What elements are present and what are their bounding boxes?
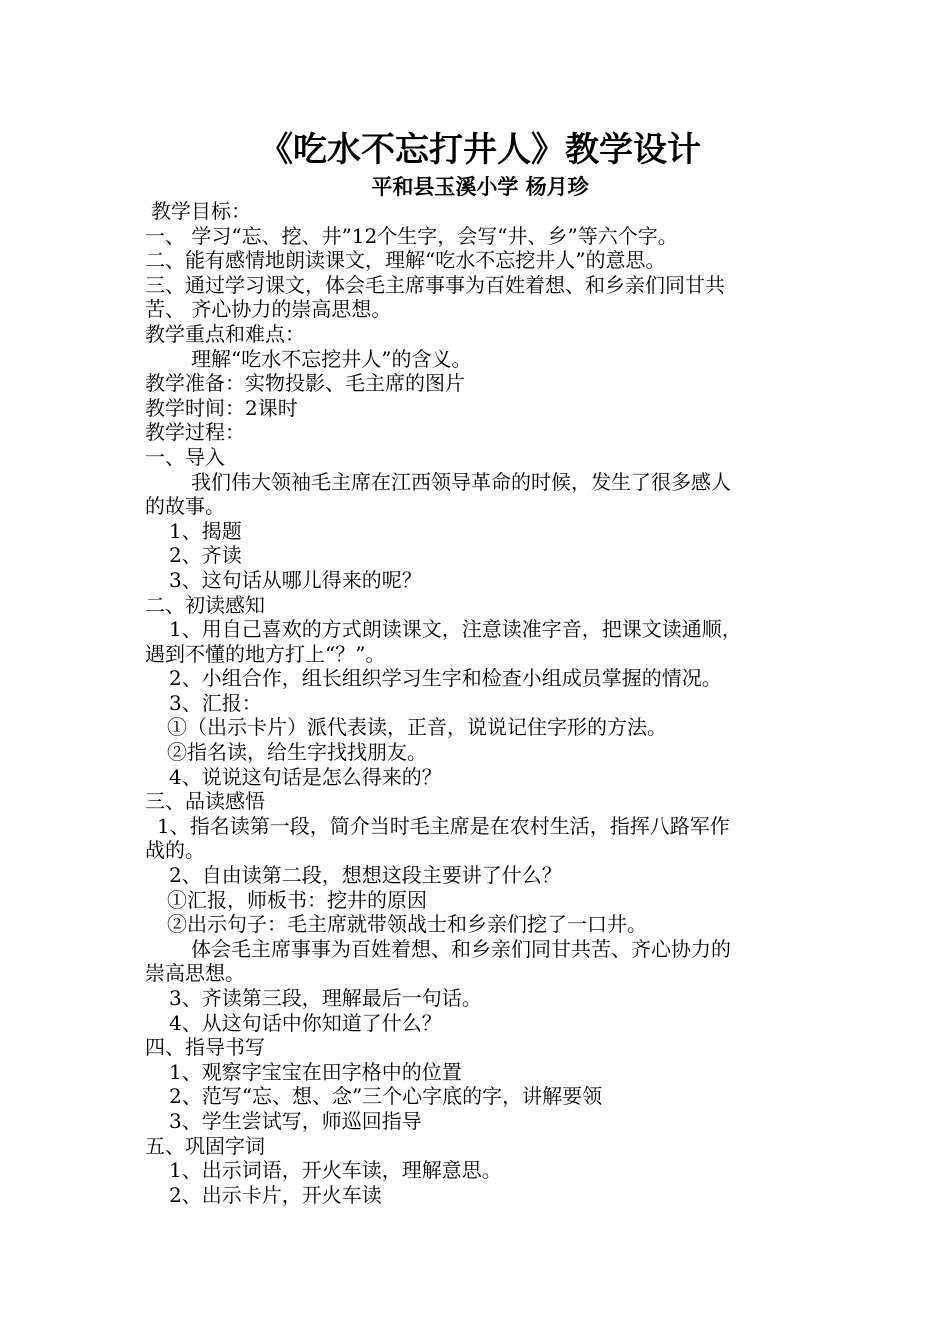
text-line: 崇高思想。 (145, 961, 245, 986)
text-line: 一、导入 (145, 444, 225, 469)
text-line: 理解“吃水不忘挖井人”的含义。 (191, 346, 472, 371)
text-line: 四、指导书写 (145, 1035, 265, 1060)
document-title: 《吃水不忘打井人》教学设计 (259, 130, 701, 170)
text-line: 3、学生尝试写，师巡回指导 (169, 1108, 422, 1133)
text-line: 3、这句话从哪儿得来的呢？ (169, 567, 422, 592)
text-line: ②指名读，给生字找找朋友。 (167, 740, 427, 765)
text-line: 4、从这句话中你知道了什么？ (169, 1010, 442, 1035)
text-line: 4、说说这句话是怎么得来的？ (169, 764, 442, 789)
text-line: ②出示句子：毛主席就带领战士和乡亲们挖了一口井。 (167, 912, 647, 937)
text-line: 3、齐读第三段，理解最后一句话。 (169, 986, 482, 1010)
text-line: 2、范写“忘、想、念”三个心字底的字，讲解要领 (169, 1084, 603, 1109)
text-line: 二、初读感知 (145, 592, 265, 617)
text-line: 我们伟大领袖毛主席在江西领导革命的时候，发生了很多感人 (191, 469, 731, 494)
text-line: 教学目标： (151, 199, 251, 223)
text-line: 2、出示卡片，开火车读 (169, 1182, 382, 1207)
document-author: 平和县玉溪小学 杨月珍 (371, 174, 589, 199)
text-line: 苦、 齐心协力的崇高思想。 (145, 297, 392, 322)
text-line: 战的。 (145, 838, 205, 863)
text-line: 体会毛主席事事为百姓着想、和乡亲们同甘共苦、齐心协力的 (191, 936, 731, 961)
text-line: 1、观察字宝宝在田字格中的位置 (169, 1059, 462, 1084)
text-line: 遇到不懂的地方打上“？”。 (145, 641, 386, 666)
text-line: 1、揭题 (169, 518, 242, 543)
text-line: 1、用自己喜欢的方式朗读课文，注意读准字音，把课文读通顺， (169, 617, 742, 642)
text-line: 教学重点和难点： (145, 321, 305, 346)
text-line: 的故事。 (145, 494, 225, 519)
text-line: 五、巩固字词 (145, 1133, 265, 1158)
text-line: 3、汇报： (169, 690, 262, 715)
text-line: 三、通过学习课文，体会毛主席事事为百姓着想、和乡亲们同甘共 (145, 272, 725, 297)
text-line: 一、 学习“忘、挖、井”12个生字，会写“井、乡”等六个字。 (145, 223, 678, 248)
document-body (145, 199, 810, 1207)
text-line: 1、出示词语，开火车读，理解意思。 (169, 1158, 502, 1183)
text-line: 2、齐读 (169, 543, 242, 568)
text-line: 2、自由读第二段，想想这段主要讲了什么？ (169, 863, 562, 888)
text-line: ①（出示卡片）派代表读，正音，说说记住字形的方法。 (167, 715, 667, 740)
text-line: 三、品读感悟 (145, 789, 265, 814)
text-line: 2、小组合作，组长组织学习生字和检查小组成员掌握的情况。 (169, 666, 722, 691)
text-line: 二、能有感情地朗读课文，理解“吃水不忘挖井人”的意思。 (145, 248, 666, 273)
text-line: 教学准备：实物投影、毛主席的图片 (145, 371, 465, 396)
text-line: 1、指名读第一段，简介当时毛主席是在农村生活，指挥八路军作 (157, 813, 730, 838)
text-line: 教学时间：2课时 (145, 395, 298, 420)
text-line: ①汇报，师板书：挖井的原因 (167, 887, 427, 912)
text-line: 教学过程： (145, 420, 245, 445)
